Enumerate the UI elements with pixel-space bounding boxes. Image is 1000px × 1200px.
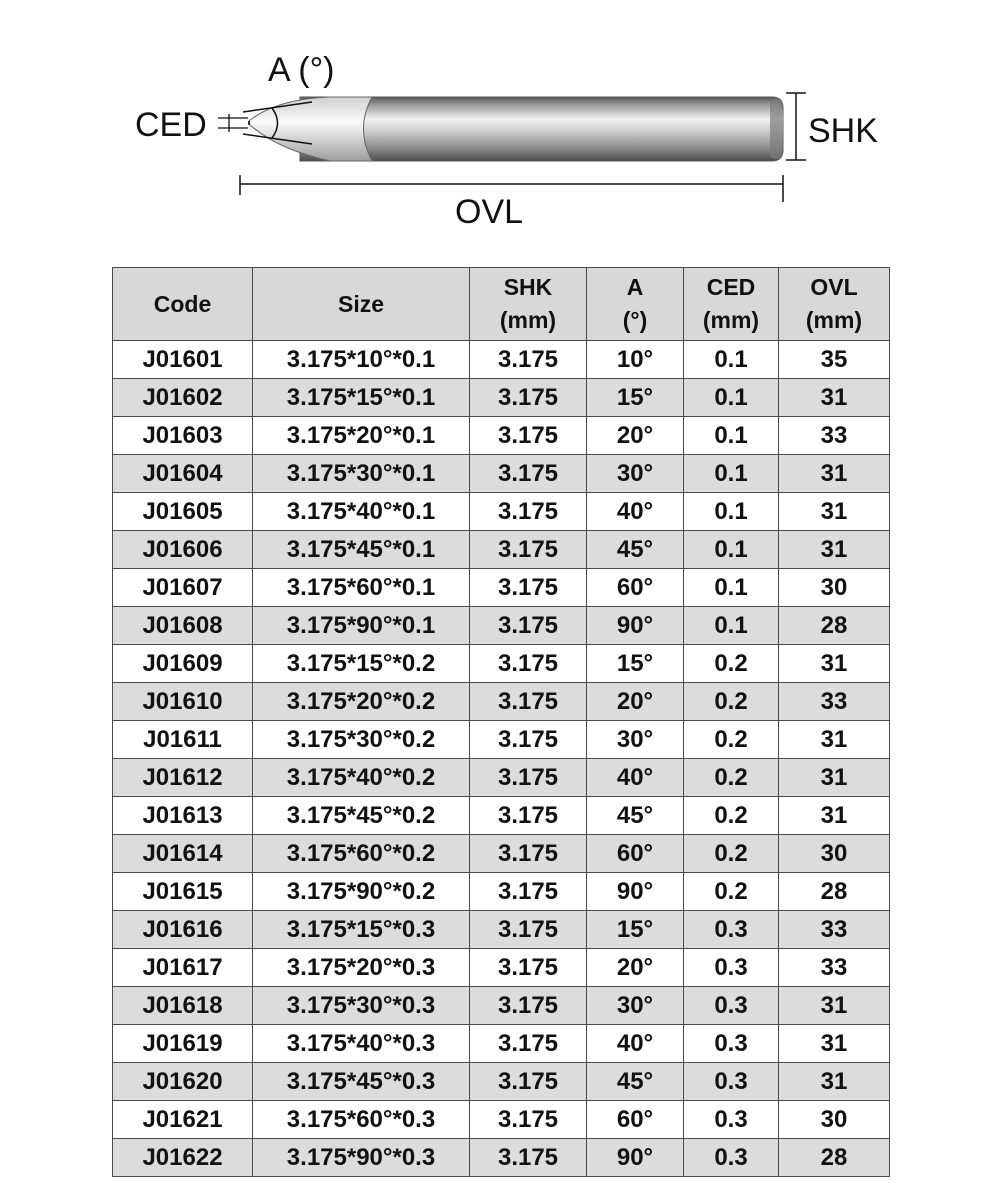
cell-ovl: 31 xyxy=(779,987,890,1025)
cell-code: J01612 xyxy=(113,759,253,797)
table-row xyxy=(113,455,890,493)
cell-code: J01622 xyxy=(113,1139,253,1177)
cell-angle: 45° xyxy=(587,531,684,569)
cell-ced: 0.3 xyxy=(684,1101,779,1139)
bit-cutting-tip xyxy=(249,97,372,161)
cell-angle: 10° xyxy=(587,341,684,379)
cell-ovl: 31 xyxy=(779,455,890,493)
cell-code: J01604 xyxy=(113,455,253,493)
cell-angle: 40° xyxy=(587,1025,684,1063)
cell-size: 3.175*15°*0.2 xyxy=(253,645,470,683)
cell-angle: 30° xyxy=(587,455,684,493)
cell-ced: 0.2 xyxy=(684,721,779,759)
cell-code: J01621 xyxy=(113,1101,253,1139)
cell-size: 3.175*45°*0.2 xyxy=(253,797,470,835)
cell-size: 3.175*90°*0.3 xyxy=(253,1139,470,1177)
cell-ovl: 31 xyxy=(779,721,890,759)
angle-label: A (°) xyxy=(268,51,335,89)
cell-size: 3.175*90°*0.1 xyxy=(253,607,470,645)
table-row xyxy=(113,873,890,911)
cell-angle: 90° xyxy=(587,607,684,645)
cell-angle: 60° xyxy=(587,835,684,873)
table-row xyxy=(113,379,890,417)
cell-ovl: 30 xyxy=(779,569,890,607)
table-row xyxy=(113,1063,890,1101)
cell-ovl: 28 xyxy=(779,873,890,911)
bit-shank xyxy=(300,97,783,161)
cell-ced: 0.1 xyxy=(684,379,779,417)
ced-label: CED xyxy=(135,106,207,144)
cell-ovl: 31 xyxy=(779,1063,890,1101)
cell-ced: 0.1 xyxy=(684,455,779,493)
cell-size: 3.175*30°*0.2 xyxy=(253,721,470,759)
cell-angle: 20° xyxy=(587,683,684,721)
cell-ovl: 33 xyxy=(779,949,890,987)
cell-ovl: 30 xyxy=(779,1101,890,1139)
table-row xyxy=(113,949,890,987)
cell-shk: 3.175 xyxy=(470,455,587,493)
header-angle: A (°) xyxy=(587,268,684,341)
cell-angle: 40° xyxy=(587,493,684,531)
cell-shk: 3.175 xyxy=(470,949,587,987)
cell-code: J01614 xyxy=(113,835,253,873)
cell-code: J01611 xyxy=(113,721,253,759)
cell-ovl: 33 xyxy=(779,417,890,455)
cell-ovl: 31 xyxy=(779,493,890,531)
cell-ovl: 33 xyxy=(779,911,890,949)
cell-shk: 3.175 xyxy=(470,645,587,683)
table-row xyxy=(113,341,890,379)
cell-shk: 3.175 xyxy=(470,911,587,949)
header-ovl: OVL (mm) xyxy=(779,268,890,341)
cell-ovl: 30 xyxy=(779,835,890,873)
cell-code: J01601 xyxy=(113,341,253,379)
header-code: Code xyxy=(113,268,253,341)
cell-ovl: 31 xyxy=(779,1025,890,1063)
cell-angle: 20° xyxy=(587,949,684,987)
table-row xyxy=(113,1025,890,1063)
cell-code: J01609 xyxy=(113,645,253,683)
cell-angle: 45° xyxy=(587,1063,684,1101)
cell-angle: 20° xyxy=(587,417,684,455)
cell-angle: 15° xyxy=(587,911,684,949)
table-row xyxy=(113,569,890,607)
cell-angle: 90° xyxy=(587,1139,684,1177)
cell-size: 3.175*60°*0.3 xyxy=(253,1101,470,1139)
cell-ovl: 31 xyxy=(779,645,890,683)
cell-size: 3.175*30°*0.3 xyxy=(253,987,470,1025)
cell-angle: 30° xyxy=(587,721,684,759)
cell-ovl: 31 xyxy=(779,379,890,417)
header-shk: SHK (mm) xyxy=(470,268,587,341)
cell-shk: 3.175 xyxy=(470,607,587,645)
cell-shk: 3.175 xyxy=(470,1025,587,1063)
cell-shk: 3.175 xyxy=(470,721,587,759)
cell-angle: 45° xyxy=(587,797,684,835)
cell-shk: 3.175 xyxy=(470,531,587,569)
cell-shk: 3.175 xyxy=(470,835,587,873)
cell-size: 3.175*20°*0.3 xyxy=(253,949,470,987)
cell-angle: 15° xyxy=(587,645,684,683)
cell-code: J01619 xyxy=(113,1025,253,1063)
cell-shk: 3.175 xyxy=(470,341,587,379)
cell-size: 3.175*40°*0.3 xyxy=(253,1025,470,1063)
cell-shk: 3.175 xyxy=(470,797,587,835)
cell-code: J01613 xyxy=(113,797,253,835)
cell-shk: 3.175 xyxy=(470,1063,587,1101)
table-body xyxy=(113,341,890,1177)
cell-shk: 3.175 xyxy=(470,493,587,531)
engraving-bit-diagram xyxy=(0,0,1000,250)
cell-ovl: 28 xyxy=(779,607,890,645)
cell-size: 3.175*15°*0.3 xyxy=(253,911,470,949)
table-row xyxy=(113,835,890,873)
table-row xyxy=(113,607,890,645)
shk-label: SHK xyxy=(808,112,878,150)
cell-ovl: 31 xyxy=(779,759,890,797)
cell-ced: 0.3 xyxy=(684,1025,779,1063)
table-row xyxy=(113,721,890,759)
cell-code: J01617 xyxy=(113,949,253,987)
table-row xyxy=(113,417,890,455)
cell-shk: 3.175 xyxy=(470,759,587,797)
table-row xyxy=(113,987,890,1025)
cell-ced: 0.2 xyxy=(684,797,779,835)
cell-ced: 0.3 xyxy=(684,949,779,987)
cell-size: 3.175*30°*0.1 xyxy=(253,455,470,493)
cell-ced: 0.1 xyxy=(684,607,779,645)
cell-shk: 3.175 xyxy=(470,379,587,417)
cell-ced: 0.1 xyxy=(684,531,779,569)
bit-end-chamfer xyxy=(770,99,782,159)
cell-size: 3.175*90°*0.2 xyxy=(253,873,470,911)
header-ced: CED (mm) xyxy=(684,268,779,341)
table-row xyxy=(113,759,890,797)
cell-ovl: 31 xyxy=(779,797,890,835)
cell-size: 3.175*60°*0.2 xyxy=(253,835,470,873)
table-row xyxy=(113,531,890,569)
cell-ced: 0.2 xyxy=(684,683,779,721)
cell-ovl: 31 xyxy=(779,531,890,569)
cell-ovl: 28 xyxy=(779,1139,890,1177)
cell-code: J01606 xyxy=(113,531,253,569)
spec-table xyxy=(112,267,890,1177)
cell-angle: 90° xyxy=(587,873,684,911)
cell-size: 3.175*15°*0.1 xyxy=(253,379,470,417)
cell-code: J01607 xyxy=(113,569,253,607)
cell-shk: 3.175 xyxy=(470,1139,587,1177)
cell-ced: 0.1 xyxy=(684,341,779,379)
cell-ced: 0.3 xyxy=(684,1139,779,1177)
table-row xyxy=(113,797,890,835)
cell-size: 3.175*40°*0.2 xyxy=(253,759,470,797)
cell-ced: 0.2 xyxy=(684,835,779,873)
cell-angle: 30° xyxy=(587,987,684,1025)
cell-size: 3.175*40°*0.1 xyxy=(253,493,470,531)
cell-size: 3.175*60°*0.1 xyxy=(253,569,470,607)
cell-code: J01603 xyxy=(113,417,253,455)
cell-code: J01618 xyxy=(113,987,253,1025)
cell-ced: 0.3 xyxy=(684,1063,779,1101)
cell-code: J01605 xyxy=(113,493,253,531)
table-row xyxy=(113,645,890,683)
cell-ced: 0.1 xyxy=(684,569,779,607)
cell-shk: 3.175 xyxy=(470,417,587,455)
cell-ced: 0.2 xyxy=(684,873,779,911)
cell-ced: 0.2 xyxy=(684,645,779,683)
cell-ced: 0.3 xyxy=(684,911,779,949)
cell-code: J01620 xyxy=(113,1063,253,1101)
cell-ced: 0.2 xyxy=(684,759,779,797)
cell-size: 3.175*20°*0.2 xyxy=(253,683,470,721)
cell-shk: 3.175 xyxy=(470,569,587,607)
table-row xyxy=(113,493,890,531)
cell-code: J01610 xyxy=(113,683,253,721)
header-size: Size xyxy=(253,268,470,341)
cell-ced: 0.1 xyxy=(684,493,779,531)
cell-angle: 60° xyxy=(587,569,684,607)
cell-size: 3.175*10°*0.1 xyxy=(253,341,470,379)
table-row xyxy=(113,1101,890,1139)
cell-code: J01615 xyxy=(113,873,253,911)
cell-angle: 40° xyxy=(587,759,684,797)
cell-ovl: 33 xyxy=(779,683,890,721)
table-header-row xyxy=(113,268,890,341)
cell-ced: 0.3 xyxy=(684,987,779,1025)
cell-shk: 3.175 xyxy=(470,873,587,911)
ovl-label: OVL xyxy=(455,193,524,231)
cell-code: J01602 xyxy=(113,379,253,417)
cell-size: 3.175*20°*0.1 xyxy=(253,417,470,455)
cell-angle: 15° xyxy=(587,379,684,417)
cell-code: J01608 xyxy=(113,607,253,645)
cell-size: 3.175*45°*0.3 xyxy=(253,1063,470,1101)
cell-code: J01616 xyxy=(113,911,253,949)
cell-ovl: 35 xyxy=(779,341,890,379)
table-row xyxy=(113,683,890,721)
cell-shk: 3.175 xyxy=(470,1101,587,1139)
cell-shk: 3.175 xyxy=(470,683,587,721)
cell-angle: 60° xyxy=(587,1101,684,1139)
table-row xyxy=(113,911,890,949)
cell-size: 3.175*45°*0.1 xyxy=(253,531,470,569)
table-row xyxy=(113,1139,890,1177)
cell-shk: 3.175 xyxy=(470,987,587,1025)
cell-ced: 0.1 xyxy=(684,417,779,455)
